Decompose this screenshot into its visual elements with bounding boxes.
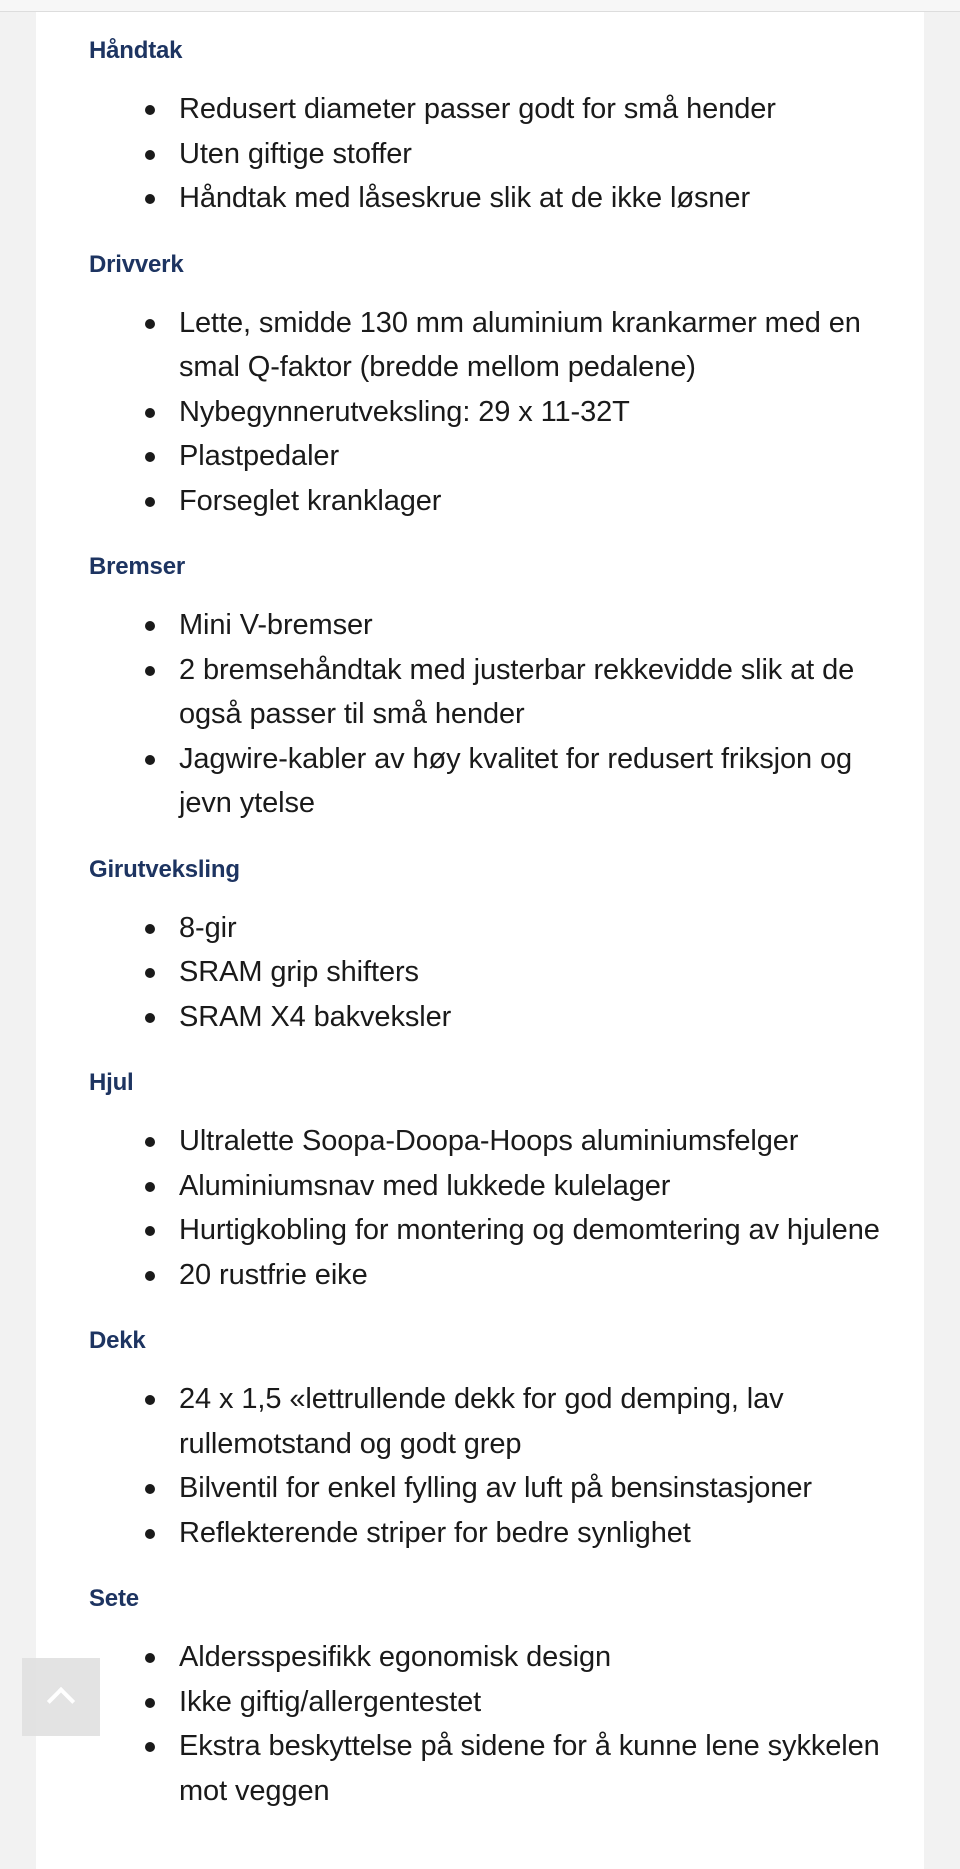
section-heading: Drivverk <box>89 250 184 278</box>
spec-section-drivverk <box>89 251 889 524</box>
spec-section-bremser <box>89 553 889 826</box>
bullet-icon <box>145 497 155 507</box>
spec-section-handtak <box>89 37 889 221</box>
list-item <box>89 1253 889 1298</box>
bullet-icon <box>145 1013 155 1023</box>
bullet-icon <box>145 1182 155 1192</box>
spec-list <box>89 301 889 524</box>
spec-section-girutveksling <box>89 856 889 1040</box>
spec-content <box>89 37 889 1843</box>
spec-section-hjul <box>89 1069 889 1297</box>
top-divider <box>0 0 960 12</box>
bullet-icon <box>145 1271 155 1281</box>
list-item <box>89 603 889 648</box>
bullet-icon <box>145 666 155 676</box>
list-item-text: 20 rustfrie eike <box>179 1258 368 1291</box>
bullet-icon <box>145 1529 155 1539</box>
list-item-text: Ikke giftig/allergentestet <box>179 1685 482 1718</box>
list-item-text: Mini V-bremser <box>179 609 373 641</box>
list-item-text: Nybegynnerutveksling: 29 x 11-32T <box>179 395 630 428</box>
list-item <box>89 176 889 221</box>
bullet-icon <box>145 1698 155 1708</box>
section-heading: Håndtak <box>89 37 183 64</box>
list-item <box>89 132 889 177</box>
bullet-icon <box>145 1742 155 1752</box>
list-item-text: Bilventil for enkel fylling av luft på bensinstasjoner <box>179 1472 812 1504</box>
list-item <box>89 1635 889 1680</box>
list-item-text: Lette, smidde 130 mm aluminium krankarmer med en smal Q-faktor (bredde mellom pedalene) <box>179 306 861 383</box>
list-item <box>89 1724 889 1813</box>
list-item <box>89 737 889 826</box>
spec-list <box>89 906 889 1040</box>
list-item <box>89 1680 889 1725</box>
list-item <box>89 1377 889 1466</box>
list-item <box>89 1466 889 1511</box>
list-item-text: Ultralette Soopa-Doopa-Hoops aluminiumsfelger <box>179 1125 799 1157</box>
list-item <box>89 906 889 951</box>
list-item-text: Aluminiumsnav med lukkede kulelager <box>179 1169 671 1202</box>
list-item-text: Ekstra beskyttelse på sidene for å kunne lene sykkelen mot veggen <box>179 1730 880 1807</box>
list-item-text: 24 x 1,5 «lettrullende dekk for god demping, lav rullemotstand og godt grep <box>179 1383 784 1460</box>
list-item <box>89 1164 889 1209</box>
list-item-text: Håndtak med låseskrue slik at de ikke løsner <box>179 182 751 214</box>
list-item-text: 2 bremsehåndtak med justerbar rekkevidde slik at de også passer til små hender <box>179 653 855 730</box>
bullet-icon <box>145 1137 155 1147</box>
bullet-icon <box>145 452 155 462</box>
list-item <box>89 87 889 132</box>
spec-list <box>89 1119 889 1297</box>
list-item-text: SRAM X4 bakveksler <box>179 1000 452 1033</box>
bullet-icon <box>145 1484 155 1494</box>
list-item <box>89 1208 889 1253</box>
list-item <box>89 1511 889 1556</box>
bullet-icon <box>145 1653 155 1663</box>
spec-list <box>89 1377 889 1555</box>
section-heading: Girutveksling <box>89 855 240 883</box>
bullet-icon <box>145 194 155 204</box>
list-item <box>89 390 889 435</box>
spec-list <box>89 1635 889 1813</box>
list-item-text: Plastpedaler <box>179 440 340 472</box>
spec-section-sete <box>89 1585 889 1813</box>
scroll-to-top-button[interactable] <box>22 1658 100 1736</box>
list-item <box>89 950 889 995</box>
list-item-text: 8-gir <box>179 911 237 944</box>
list-item-text: Forseglet kranklager <box>179 484 442 517</box>
bullet-icon <box>145 1395 155 1405</box>
list-item-text: SRAM grip shifters <box>179 956 419 988</box>
bullet-icon <box>145 105 155 115</box>
list-item <box>89 434 889 479</box>
spec-list <box>89 87 889 221</box>
bullet-icon <box>145 968 155 978</box>
list-item <box>89 1119 889 1164</box>
bullet-icon <box>145 319 155 329</box>
list-item-text: Uten giftige stoffer <box>179 137 412 170</box>
section-heading: Bremser <box>89 553 185 580</box>
list-item-text: Reflekterende striper for bedre synlighet <box>179 1516 691 1549</box>
section-heading: Dekk <box>89 1327 146 1354</box>
list-item-text: Jagwire-kabler av høy kvalitet for redusert friksjon og jevn ytelse <box>179 742 853 819</box>
spec-section-dekk <box>89 1327 889 1555</box>
list-item <box>89 301 889 390</box>
bullet-icon <box>145 755 155 765</box>
bullet-icon <box>145 924 155 934</box>
section-heading: Hjul <box>89 1069 134 1096</box>
bullet-icon <box>145 1226 155 1236</box>
list-item-text: Redusert diameter passer godt for små hender <box>179 93 776 125</box>
section-heading: Sete <box>89 1585 139 1612</box>
list-item <box>89 648 889 737</box>
chevron-up-icon <box>47 1687 75 1715</box>
list-item <box>89 479 889 524</box>
bullet-icon <box>145 150 155 160</box>
bullet-icon <box>145 621 155 631</box>
list-item-text: Aldersspesifikk egonomisk design <box>179 1641 612 1673</box>
spec-list <box>89 603 889 826</box>
list-item <box>89 995 889 1040</box>
bullet-icon <box>145 408 155 418</box>
list-item-text: Hurtigkobling for montering og demomtering av hjulene <box>179 1214 880 1246</box>
